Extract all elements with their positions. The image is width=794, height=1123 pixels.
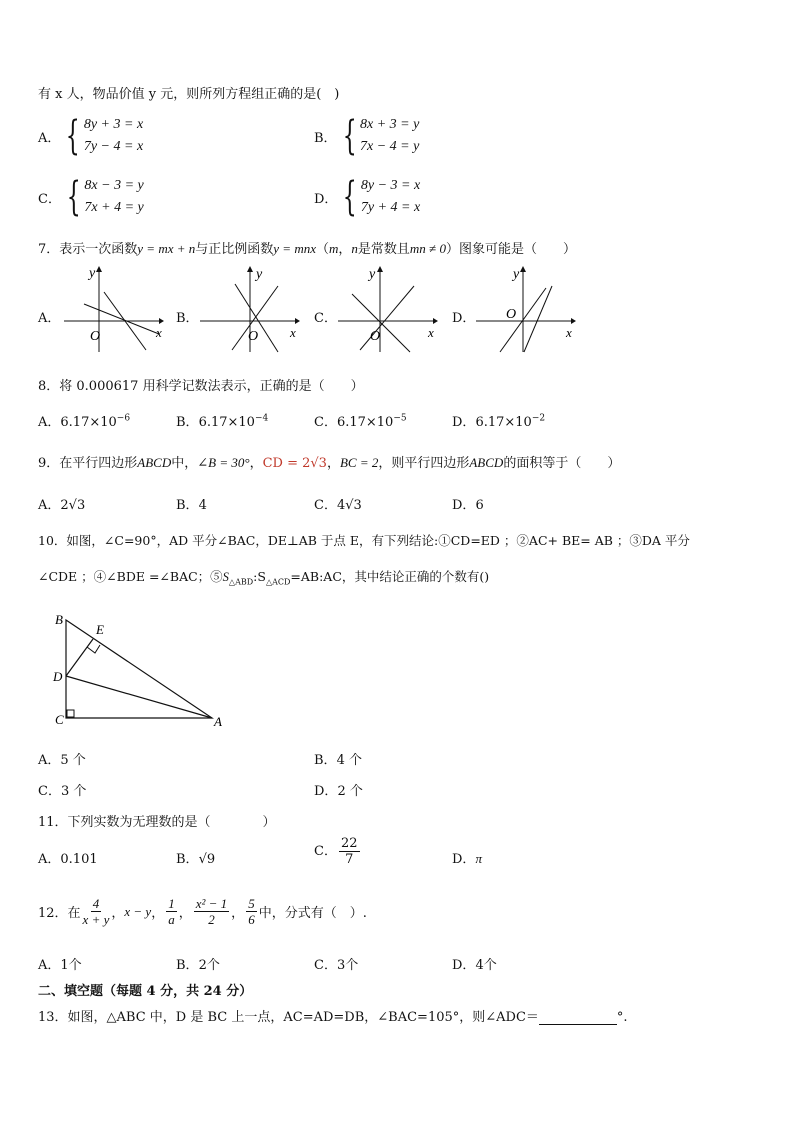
q13-stem: 13．如图，△ABC 中，D 是 BC 上一点，AC=AD=DB，∠BAC=105°，则∠ADC＝ °. [38, 1010, 628, 1025]
q10-triangle-figure [52, 610, 232, 730]
svg-text:O: O [506, 307, 517, 322]
q11-option-b: B．√9 [176, 852, 216, 867]
brace: { [66, 174, 81, 220]
svg-text:x: x [566, 325, 572, 340]
q10-line1: 10．如图，∠C=90°，AD 平分∠BAC，DE⊥AB 于点 E，有下列结论:①CD=ED ；②AC+ BE= AB ；③DA 平分 [38, 533, 690, 548]
q8-option-d: D．$6.17\times 10^{-2}$ [452, 413, 546, 430]
svg-text:O: O [370, 329, 381, 344]
svg-text:O: O [248, 329, 259, 344]
q10-option-d: D．2 个 [314, 784, 363, 799]
svg-text:O: O [90, 329, 101, 344]
svg-text:y: y [369, 267, 376, 282]
q6-stem: 有 x 人，物品价值 y 元，则所列方程组正确的是( ) [38, 87, 340, 102]
q11-option-c: C． $\frac{22}{7}$ [314, 836, 358, 867]
brace: { [342, 113, 357, 159]
q8-option-c: C．$6.17\times 10^{-5}$ [314, 413, 407, 430]
q6-option-c: C． { 8x − 3 = y 7x + 4 = y [38, 174, 144, 220]
q9-option-a: A．2√3 [38, 498, 86, 513]
q12-option-c: C．3个 [314, 958, 359, 973]
brace: { [66, 113, 81, 159]
q8-stem: 8．将 0.000617 用科学记数法表示，正确的是（ ） [38, 379, 364, 394]
q7-label-b: B． [176, 311, 199, 326]
q6-option-b: B． { 8x + 3 = y 7x − 4 = y [314, 113, 420, 159]
q11-option-a: A．0.101 [38, 852, 98, 867]
svg-text:y: y [256, 267, 263, 282]
q11-option-d: D．π [452, 851, 482, 867]
svg-text:x: x [290, 325, 296, 340]
q8-option-a: A．$6.17\times 10^{-6}$ [38, 413, 131, 430]
q6-option-a: A． { 8y + 3 = x 7y − 4 = x [38, 113, 144, 159]
svg-text:C: C [55, 712, 64, 727]
q9-option-d: D．6 [452, 498, 484, 513]
q7-label-a: A． [38, 311, 61, 326]
answer-blank[interactable] [539, 1012, 617, 1025]
q8-option-b: B．$6.17\times 10^{-4}$ [176, 413, 269, 430]
q10-line2: ∠CDE ；④∠BDE =∠BAC；$⑤S_{\triangle ABD}:S_{\triangle ACD}=AB:AC$，其中结论正确的个数有() [38, 569, 490, 587]
q10-option-c: C．3 个 [38, 784, 87, 799]
svg-text:A: A [214, 714, 222, 729]
q7-label-c: C． [314, 311, 337, 326]
svg-text:E: E [96, 622, 104, 637]
q9-option-c: C．4√3 [314, 498, 362, 513]
q9-option-b: B．4 [176, 498, 207, 513]
q9-stem: 9．在平行四边形ABCD中，∠B = 30°，CD = 2√3，BC = 2，则平行四边形ABCD的面积等于（ ） [38, 455, 621, 471]
graph-b [200, 264, 300, 354]
svg-text:D: D [53, 669, 63, 684]
svg-text:y: y [513, 267, 520, 282]
q6-option-d: D． { 8y − 3 = x 7y + 4 = x [314, 174, 421, 220]
svg-text:y: y [89, 266, 96, 281]
q10-option-b: B．4 个 [314, 753, 362, 768]
svg-text:B: B [55, 612, 63, 627]
q10-option-a: A．5 个 [38, 753, 86, 768]
graph-c [338, 264, 438, 354]
q12-option-a: A．1个 [38, 958, 82, 973]
q12-option-d: D．4个 [452, 958, 497, 973]
q7-stem: 7．表示一次函数y = mx + n与正比例函数y = mnx（m，n是常数且mn ≠ 0）图象可能是（ ） [38, 241, 576, 257]
graph-d [476, 264, 576, 354]
brace: { [343, 174, 358, 220]
section-heading: 二、填空题（每题 4 分，共 24 分） [38, 984, 253, 999]
q11-stem: 11．下列实数为无理数的是（ ） [38, 815, 276, 830]
q7-label-d: D． [452, 311, 476, 326]
svg-text:x: x [428, 325, 434, 340]
q12-option-b: B．2个 [176, 958, 220, 973]
svg-text:x: x [156, 325, 162, 340]
graph-a [64, 264, 164, 354]
q12-stem: 12．在 $\frac{4}{x + y}$ ， x − y ， $\frac{1}{a}$ ， $\frac{\text{x² − 1}}{2}$ ， $\frac{5}{6}$ 中，分式有（ ）. [38, 896, 367, 927]
